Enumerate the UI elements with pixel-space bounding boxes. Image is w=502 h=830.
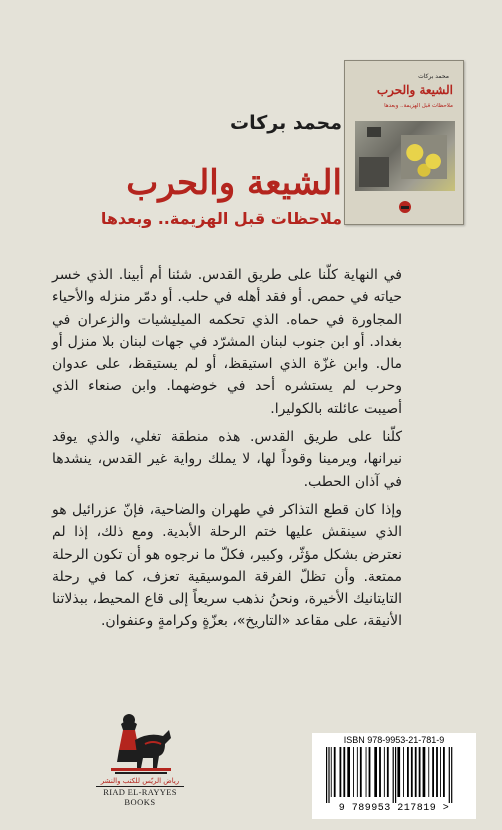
- barcode-bar: [369, 747, 371, 797]
- barcode-bar: [403, 747, 404, 797]
- book-subtitle: ملاحظات قبل الهزيمة.. وبعدها: [100, 209, 342, 228]
- barcode-bar: [443, 747, 445, 797]
- book-title: الشيعة والحرب: [126, 163, 342, 203]
- barcode-bar: [423, 747, 426, 797]
- barcode-bar: [343, 747, 345, 797]
- barcode-bar: [432, 747, 434, 797]
- isbn-barcode: [312, 733, 476, 819]
- barcode-bar: [347, 747, 350, 797]
- horse-rider-emblem-icon: [105, 710, 175, 776]
- thumbnail-author: محمد بركات: [418, 73, 449, 80]
- barcode-bar: [397, 747, 400, 797]
- barcode-bar: [334, 747, 336, 797]
- barcode-bar: [384, 747, 385, 797]
- publisher-arabic-name: رياض الريّس للكتب والنشر: [100, 777, 180, 785]
- blurb-paragraph: كلّنا على طريق القدس. هذه منطقة تغلي، والذي يوقد نيرانها، ويرمينا وقوداً لها، لا يملك رواية غير القدس، ينشدها في آذان الحطب.: [52, 429, 402, 490]
- barcode-bar: [415, 747, 417, 797]
- barcode-digits: 9 789953 217819 >: [338, 803, 450, 814]
- barcode-bar: [411, 747, 413, 797]
- barcode-bars: [324, 747, 464, 803]
- barcode-bar: [428, 747, 429, 797]
- thumbnail-crowd-shape: [401, 135, 447, 179]
- barcode-bar: [436, 747, 438, 797]
- front-cover-thumbnail: [344, 60, 464, 225]
- publisher-english-books: BOOKS: [124, 797, 156, 807]
- book-author: محمد بركات: [229, 112, 342, 134]
- thumbnail-title: الشيعة والحرب: [376, 83, 453, 97]
- blurb-paragraph: وإذا كان قطع التذاكر في طهران والضاحية، فإنّ عزرائيل هو الذي سينقش عليها ختم الرحلة الأبدية. ومع ذلك، إذا لم نعترض بشكل مؤثّر، وكبير، فكلّ ما نرجوه هو أن تكون الرحلة ممتعة. وأن تظلّ الفرقة الموسيقية تعزف، كما في رحلة التايتانيك الأخيرة، ونحنُ نذهب سريعاً إلى قاع المحيط، ببذلاتنا الأنيقة، على مقاعد «التاريخ»، بعزّةٍ وكرامةٍ وعنفوان.: [52, 501, 402, 630]
- publisher-english-name: RIAD EL-RAYYES: [96, 786, 184, 797]
- thumbnail-subtitle: ملاحظات قبل الهزيمة.. وبعدها: [384, 103, 453, 109]
- barcode-bar: [357, 747, 358, 797]
- isbn-label: ISBN 978-9953-21-781-9: [343, 735, 445, 745]
- barcode-bar: [440, 747, 441, 797]
- publisher-logo: [96, 710, 184, 820]
- barcode-bar: [407, 747, 409, 797]
- barcode-bar: [419, 747, 421, 797]
- barcode-bar: [340, 747, 342, 797]
- barcode-bar: [328, 747, 329, 803]
- barcode-bar: [395, 747, 396, 803]
- barcode-bar: [449, 747, 450, 803]
- barcode-bar: [374, 747, 377, 797]
- barcode-bar: [379, 747, 381, 797]
- barcode-bar: [387, 747, 389, 797]
- thumbnail-flag-shape: [367, 127, 381, 137]
- barcode-bar: [360, 747, 362, 797]
- thumbnail-building-shape: [359, 157, 389, 187]
- barcode-bar: [326, 747, 327, 803]
- blurb-paragraph: في النهاية كلّنا على طريق القدس. شئنا أم أبينا. الذي خسر حياته في حمص. أو فقد أهله في حلب. أو دمّر منزله والأحياء المجاورة في حماه. الذي تحكمه الميليشيات والزعران في بغداد. أو ابن جنوب لبنان المشرّد في جهات لبنان بلا منزل أو مال. وابن غزّة الذي استيقظ، أو لم يستيقظ، على عدوان وحرب لم يستشره أحد في خوضهما. وابن صنعاء الذي أصيبت عائلته بالكوليرا.: [52, 267, 402, 417]
- barcode-bar: [393, 747, 394, 803]
- barcode-bar: [366, 747, 367, 797]
- blurb-text: [52, 264, 402, 639]
- thumbnail-publisher-logo-icon: [397, 199, 413, 215]
- barcode-bar: [451, 747, 452, 803]
- barcode-bar: [353, 747, 354, 797]
- barcode-bar: [331, 747, 332, 797]
